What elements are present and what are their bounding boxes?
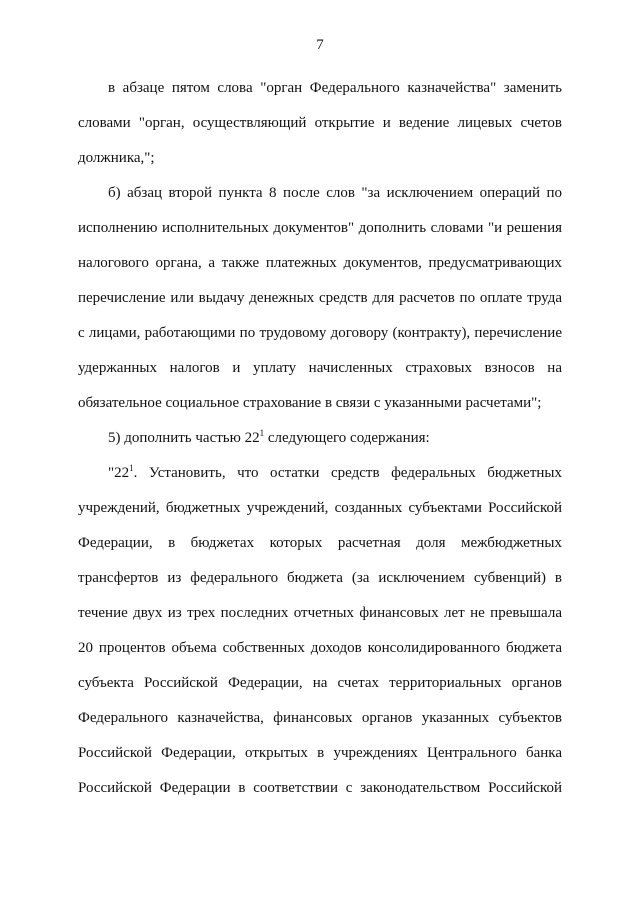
text-line: субъекта Российской Федерации, на счетах территориальных органов [78, 675, 562, 691]
text-line: учреждений, бюджетных учреждений, созданных субъектами Российской [78, 500, 562, 516]
text-line: перечисление или выдачу денежных средств для расчетов по оплате труда [78, 290, 562, 306]
text-line: в абзаце пятом слова "орган Федерального казначейства" заменить [108, 80, 562, 96]
text-fragment: следующего содержания: [264, 430, 430, 446]
text-line [78, 421, 562, 456]
text-line: Федерации, в бюджетах которых расчетная доля межбюджетных [78, 535, 562, 551]
text-line: б) абзац второй пункта 8 после слов "за исключением операций по [108, 185, 562, 201]
text-line: Федерального казначейства, финансовых органов указанных субъектов [78, 710, 562, 726]
text-line: 20 процентов объема собственных доходов консолидированного бюджета [78, 640, 562, 656]
text-line [78, 456, 562, 491]
text-line: исполнению исполнительных документов" дополнить словами "и решения [78, 220, 562, 236]
text-line: удержанных налогов и уплату начисленных страховых взносов на [78, 360, 562, 376]
text-line: налогового органа, а также платежных документов, предусматривающих [78, 255, 562, 271]
text-fragment: . Установить, что остатки средств федеральных бюджетных [133, 465, 562, 481]
text-line: трансфертов из федерального бюджета (за исключением субвенций) в [78, 570, 562, 586]
text-line: Российской Федерации, открытых в учреждениях Центрального банка [78, 745, 562, 761]
text-fragment: 5) дополнить частью 22 [108, 430, 260, 446]
text-line: словами "орган, осуществляющий открытие и ведение лицевых счетов [78, 115, 562, 131]
paragraph-item-5 [78, 421, 562, 456]
paragraph-amend-fifth-clause [78, 71, 562, 176]
paragraph-item-b [78, 176, 562, 421]
page-number: 7 [316, 37, 324, 53]
text-line: течение двух из трех последних отчетных финансовых лет не превышала [78, 605, 562, 621]
text-line: обязательное социальное страхование в связи с указанными расчетами"; [78, 395, 542, 411]
text-line: должника,"; [78, 150, 155, 166]
superscript: 1 [129, 463, 134, 473]
text-line: Российской Федерации в соответствии с законодательством Российской [78, 780, 562, 796]
text-line: с лицами, работающими по трудовому договору (контракту), перечисление [78, 325, 562, 341]
paragraph-part-22-1 [78, 456, 562, 806]
document-body [78, 71, 562, 806]
text-fragment: "22 [108, 465, 130, 481]
superscript: 1 [259, 428, 265, 438]
